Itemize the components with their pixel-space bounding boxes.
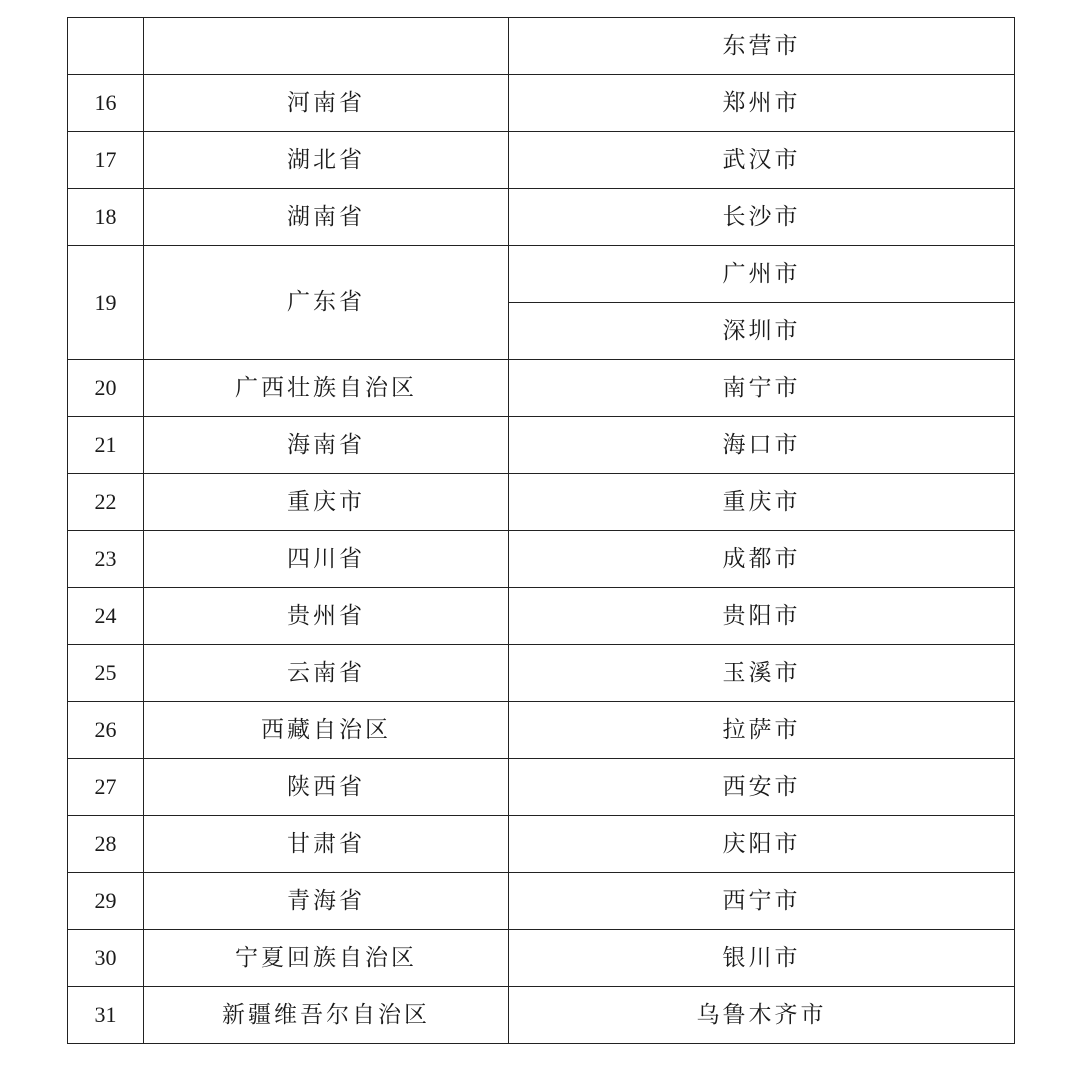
- table-row: [68, 588, 1015, 645]
- row-number-cell: 23: [68, 531, 144, 588]
- table-row: [68, 474, 1015, 531]
- row-number-cell: 18: [68, 189, 144, 246]
- city-cell: 西安市: [509, 759, 1015, 816]
- city-cell: 玉溪市: [509, 645, 1015, 702]
- table-row: [68, 189, 1015, 246]
- province-cell: [144, 18, 509, 75]
- city-cell: 银川市: [509, 930, 1015, 987]
- table-row: [68, 417, 1015, 474]
- row-number-cell: 31: [68, 987, 144, 1044]
- row-number-cell: [68, 18, 144, 75]
- table-row: [68, 930, 1015, 987]
- row-number-cell: 24: [68, 588, 144, 645]
- province-cell: 广东省: [144, 246, 509, 360]
- row-number-cell: 27: [68, 759, 144, 816]
- row-number-cell: 28: [68, 816, 144, 873]
- table-row: [68, 702, 1015, 759]
- row-number-cell: 16: [68, 75, 144, 132]
- province-cell: 云南省: [144, 645, 509, 702]
- table-row: [68, 987, 1015, 1044]
- table-row: [68, 132, 1015, 189]
- table-row: [68, 18, 1015, 75]
- city-cell: 庆阳市: [509, 816, 1015, 873]
- province-cell: 河南省: [144, 75, 509, 132]
- province-cell: 青海省: [144, 873, 509, 930]
- province-cell: 四川省: [144, 531, 509, 588]
- row-number-cell: 20: [68, 360, 144, 417]
- province-cell: 湖南省: [144, 189, 509, 246]
- city-cell: 贵阳市: [509, 588, 1015, 645]
- city-cell: 东营市: [509, 18, 1015, 75]
- city-cell: 重庆市: [509, 474, 1015, 531]
- row-number-cell: 19: [68, 246, 144, 360]
- province-cell: 海南省: [144, 417, 509, 474]
- table-row: [68, 246, 1015, 303]
- province-cell: 宁夏回族自治区: [144, 930, 509, 987]
- province-cell: 陕西省: [144, 759, 509, 816]
- table-row: [68, 873, 1015, 930]
- table-row: [68, 75, 1015, 132]
- province-cell: 新疆维吾尔自治区: [144, 987, 509, 1044]
- city-cell: 乌鲁木齐市: [509, 987, 1015, 1044]
- province-cell: 湖北省: [144, 132, 509, 189]
- city-cell: 拉萨市: [509, 702, 1015, 759]
- city-cell: 武汉市: [509, 132, 1015, 189]
- city-cell: 郑州市: [509, 75, 1015, 132]
- city-cell: 深圳市: [509, 303, 1015, 360]
- row-number-cell: 22: [68, 474, 144, 531]
- province-cell: 重庆市: [144, 474, 509, 531]
- table-row: [68, 531, 1015, 588]
- row-number-cell: 26: [68, 702, 144, 759]
- row-number-cell: 29: [68, 873, 144, 930]
- province-city-table: [67, 17, 1015, 1044]
- row-number-cell: 17: [68, 132, 144, 189]
- city-cell: 长沙市: [509, 189, 1015, 246]
- table-row: [68, 645, 1015, 702]
- city-cell: 成都市: [509, 531, 1015, 588]
- province-cell: 广西壮族自治区: [144, 360, 509, 417]
- city-cell: 广州市: [509, 246, 1015, 303]
- province-cell: 贵州省: [144, 588, 509, 645]
- city-cell: 海口市: [509, 417, 1015, 474]
- city-cell: 南宁市: [509, 360, 1015, 417]
- row-number-cell: 21: [68, 417, 144, 474]
- table-row: [68, 759, 1015, 816]
- city-cell: 西宁市: [509, 873, 1015, 930]
- province-cell: 甘肃省: [144, 816, 509, 873]
- table-row: [68, 360, 1015, 417]
- table-row: [68, 816, 1015, 873]
- row-number-cell: 30: [68, 930, 144, 987]
- row-number-cell: 25: [68, 645, 144, 702]
- province-cell: 西藏自治区: [144, 702, 509, 759]
